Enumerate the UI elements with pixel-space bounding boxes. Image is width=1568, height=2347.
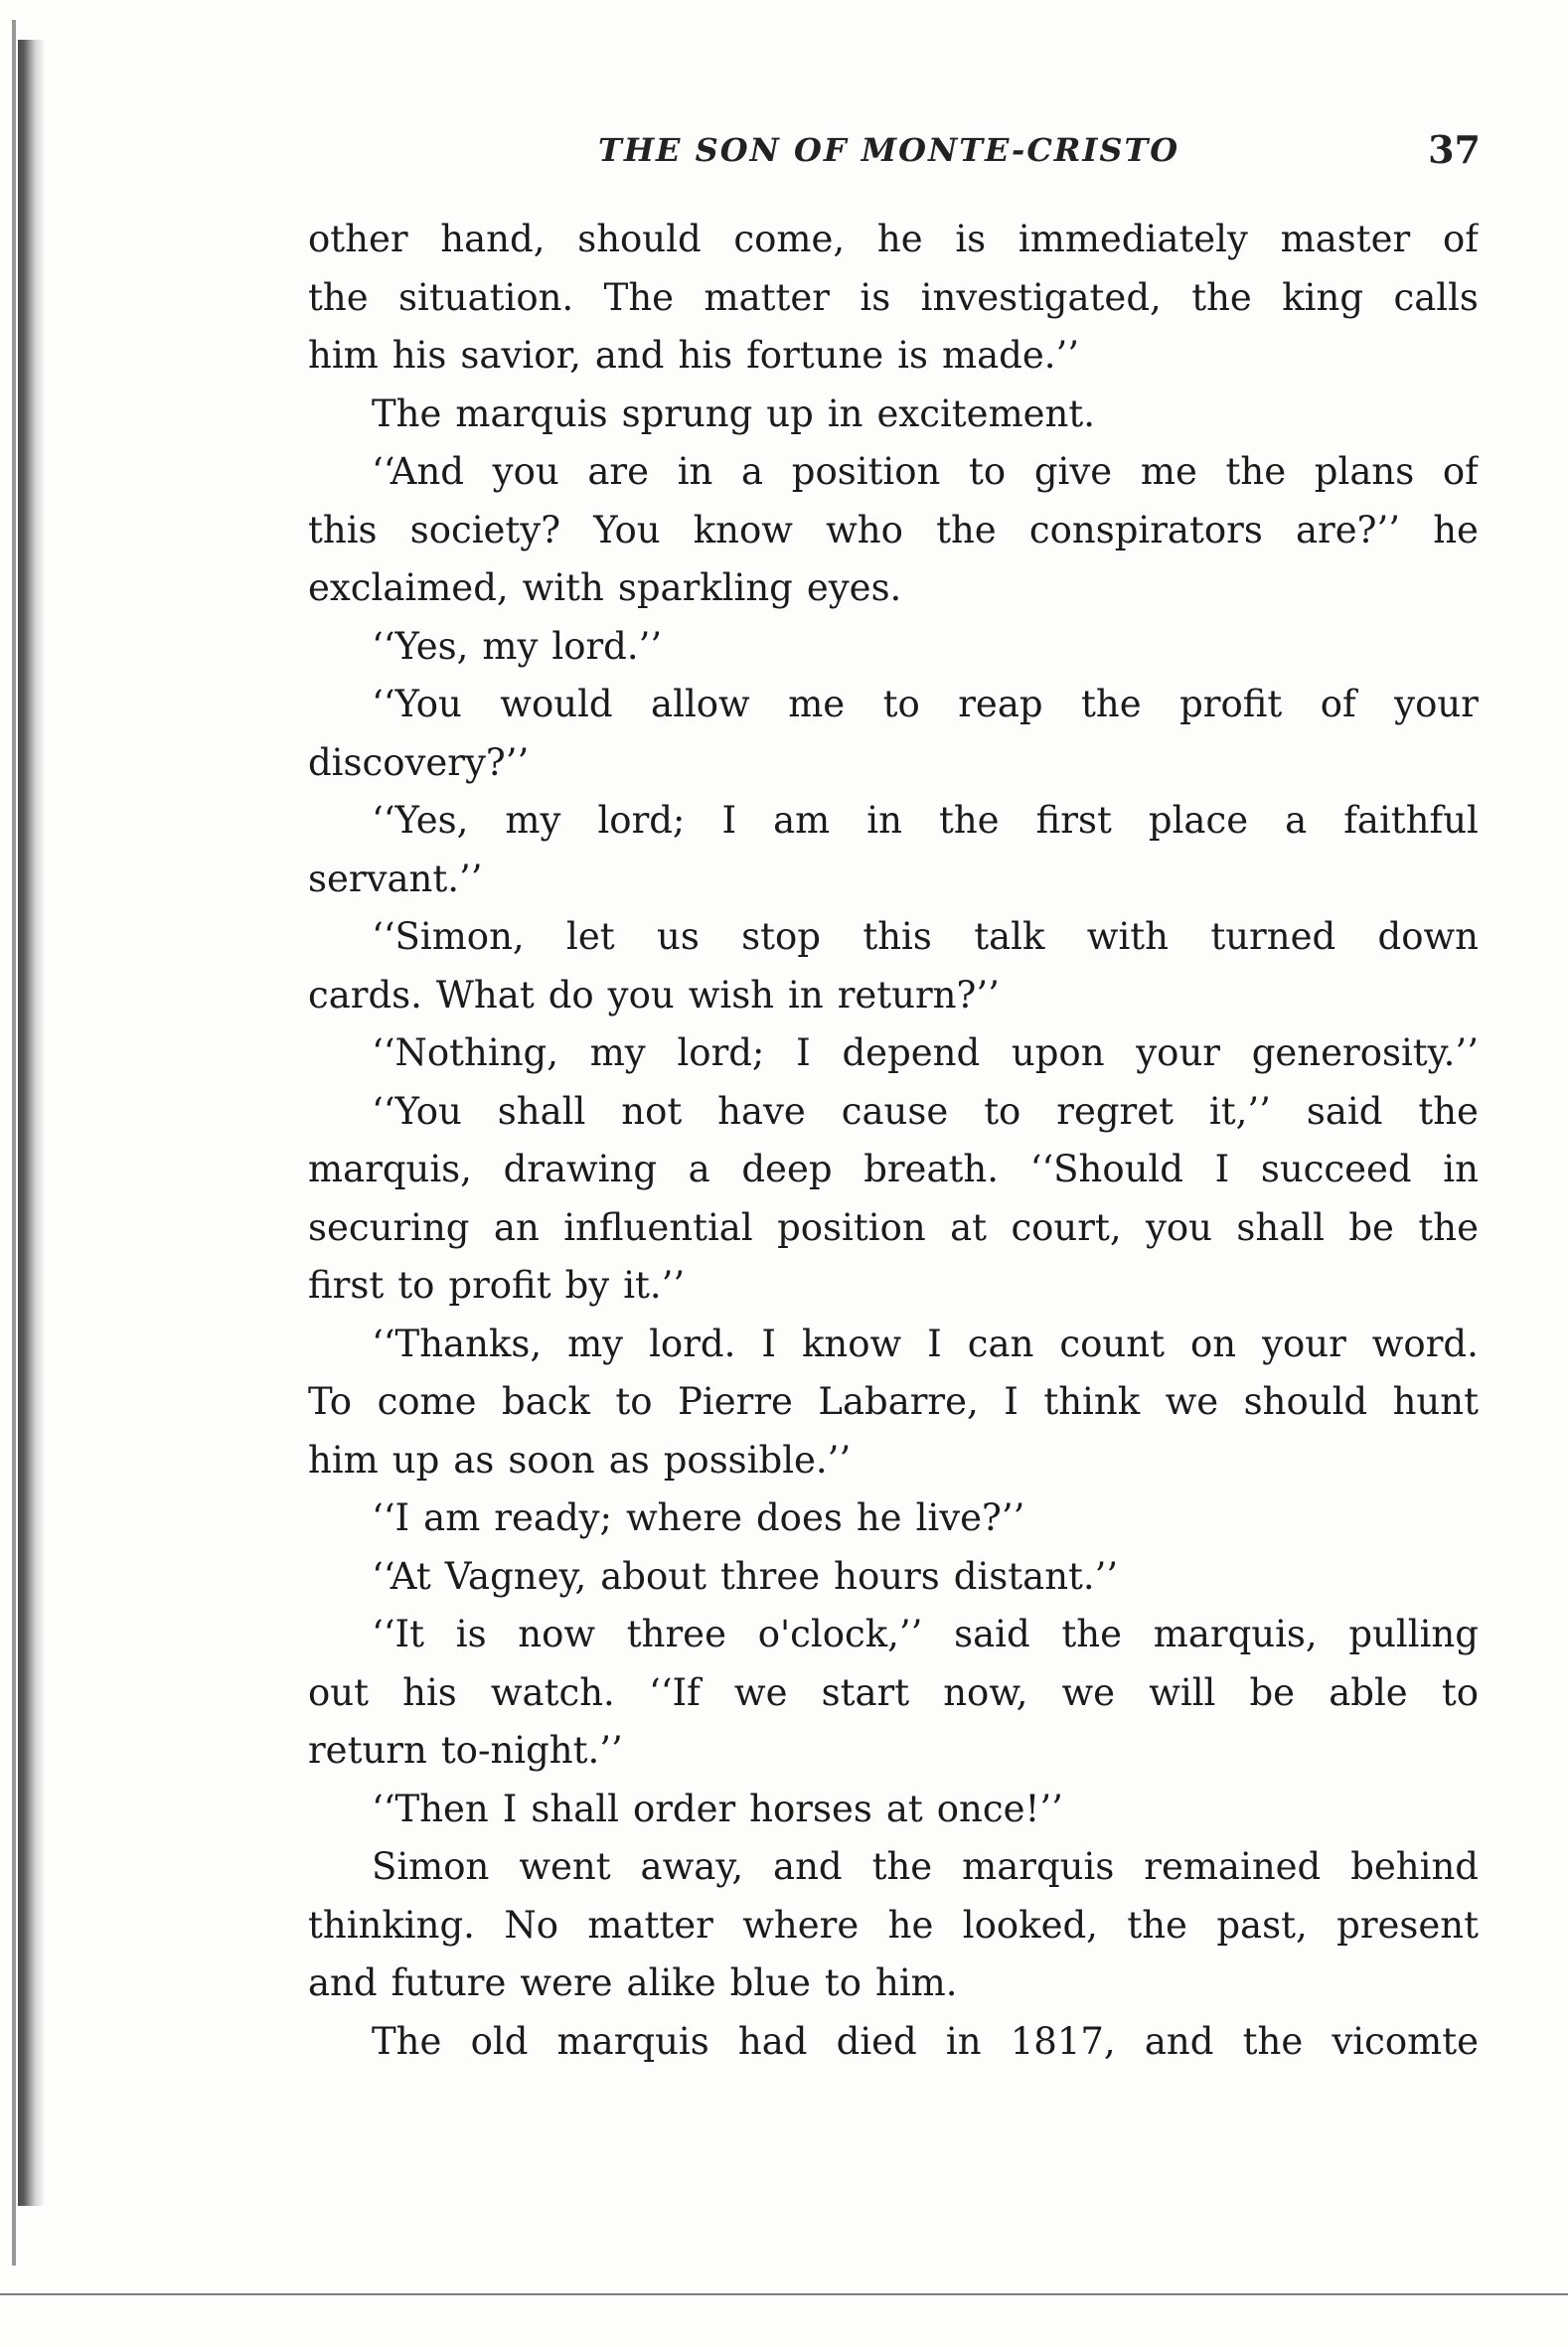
text-line: out his watch. ‘‘If we start now, we will be able to [308,1670,1479,1714]
text-line: return to-night.’’ [308,1729,623,1772]
text-line: marquis, drawing a deep breath. ‘‘Should I succeed in [308,1148,1479,1190]
text-line: exclaimed, with sparkling eyes. [308,566,902,609]
text-line: Simon went away, and the marquis remained behind [372,1845,1479,1888]
text-line: the situation. The matter is investigated, the king calls [308,275,1479,319]
running-title: THE SON OF MONTE-CRISTO [598,131,1180,169]
text-line: ‘‘Simon, let us stop this talk with turned down [372,915,1479,958]
binding-edge-line [12,20,16,2266]
text-line: discovery?’’ [308,740,530,784]
text-line: The marquis sprung up in excitement. [372,391,1096,435]
text-line: him his savior, and his fortune is made.’’ [308,334,1080,377]
text-line: ‘‘You shall not have cause to regret it,’’ said the [372,1089,1479,1133]
text-line: ‘‘At Vagney, about three hours distant.’’ [372,1554,1119,1598]
text-line: him up as soon as possible.’’ [308,1438,852,1482]
text-line: To come back to Pierre Labarre, I think we should hunt [308,1380,1479,1423]
text-line: this society? You know who the conspirators are?’’ he [308,508,1479,551]
text-line: ‘‘You would allow me to reap the profit of your [372,683,1479,725]
text-line: other hand, should come, he is immediately master of [308,218,1479,260]
body-text [308,211,1479,2071]
text-line: securing an influential position at court, you shall be the [308,1205,1479,1249]
text-line: cards. What do you wish in return?’’ [308,973,1000,1017]
page-header [308,127,1481,187]
text-line: The old marquis had died in 1817, and the vicomte [372,2019,1479,2063]
text-line: ‘‘Yes, my lord.’’ [372,624,663,668]
text-line: thinking. No matter where he looked, the past, present [308,1903,1479,1947]
binding-gutter-shadow [18,40,44,2206]
text-line: first to profit by it.’’ [308,1264,686,1307]
text-line: ‘‘Thanks, my lord. I know I can count on your word. [372,1322,1479,1365]
text-line: ‘‘Yes, my lord; I am in the first place a faithful [372,799,1479,842]
text-line: ‘‘It is now three o'clock,’’ said the marquis, pulling [372,1613,1479,1655]
text-line: ‘‘Nothing, my lord; I depend upon your generosity.’’ [372,1031,1479,1074]
text-line: and future were alike blue to him. [308,1961,958,2004]
bottom-scan-edge [0,2293,1568,2295]
text-line: ‘‘And you are in a position to give me the plans of [372,450,1479,493]
text-line: ‘‘I am ready; where does he live?’’ [372,1496,1025,1539]
text-line: ‘‘Then I shall order horses at once!’’ [372,1787,1063,1830]
page-number: 37 [1428,127,1481,172]
text-line: servant.’’ [308,857,483,900]
